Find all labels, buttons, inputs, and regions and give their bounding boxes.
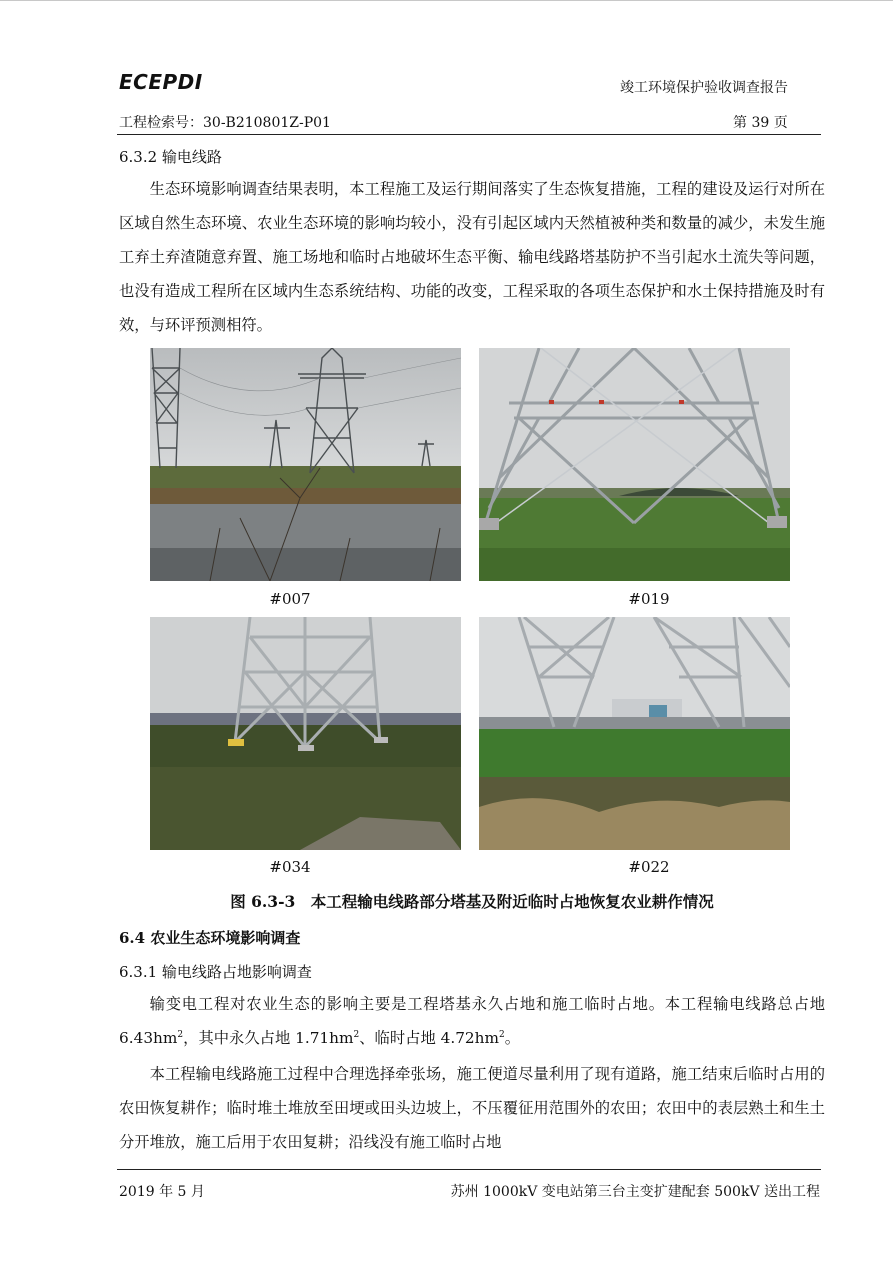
photo-tower-019	[479, 348, 790, 581]
footer-date: 2019 年 5 月	[119, 1184, 205, 1200]
photo-label-007: #007	[269, 590, 311, 608]
header-rule	[117, 134, 821, 135]
photo-tower-007	[150, 348, 461, 581]
footer-project-name: 苏州 1000kV 变电站第三台主变扩建配套 500kV 送出工程	[450, 1184, 820, 1200]
land-use-text-temporary: 、临时占地 4.72hm	[359, 1029, 500, 1047]
land-use-text-end: 。	[504, 1029, 521, 1047]
section-title-6-3-2: 6.3.2 输电线路	[119, 148, 222, 166]
photo-label-022: #022	[628, 858, 670, 876]
section-6-3-1-paragraph-2: 本工程输电线路施工过程中合理选择牵张场，施工便道尽量利用了现有道路，施工结束后临时占用的农田恢复耕作；临时堆土堆放至田埂或田头边坡上，不压覆征用范围外的农田；农田中的表层熟土和生土分开堆放，施工后用于农田复耕；沿线没有施工临时占地	[119, 1065, 825, 1151]
footer-rule	[117, 1169, 821, 1170]
photo-label-034: #034	[269, 858, 311, 876]
section-title-6-3-1: 6.3.1 输电线路占地影响调查	[119, 963, 312, 981]
section-6-3-1-paragraph-1	[119, 987, 825, 1055]
unit-superscript: 2	[353, 1029, 360, 1040]
land-use-text-total: 输变电工程对农业生态的影响主要是工程塔基永久占地和施工临时占地。本工程输电线路总占地 6.43hm	[119, 995, 825, 1047]
section-6-3-2-body: 生态环境影响调查结果表明，本工程施工及运行期间落实了生态恢复措施，工程的建设及运行对所在区域自然生态环境、农业生态环境的影响均较小，没有引起区域内天然植被种类和数量的减少，未发生施工弃土弃渣随意弃置、施工场地和临时占地破坏生态平衡、输电线路塔基防护不当引起水土流失等问题，也没有造成工程所在区域内生态系统结构、功能的改变，工程采取的各项生态保护和水土保持措施及时有效，与环评预测相符。	[119, 180, 825, 334]
photo-tower-034	[150, 617, 461, 850]
photo-label-019: #019	[628, 590, 670, 608]
page-top-edge	[0, 0, 893, 1]
land-use-text-permanent: ，其中永久占地 1.71hm	[183, 1029, 354, 1047]
photo-tower-022	[479, 617, 790, 850]
unit-superscript: 2	[177, 1029, 184, 1040]
figure-caption: 图 6.3-3 本工程输电线路部分塔基及附近临时占地恢复农业耕作情况	[230, 892, 714, 911]
section-title-6-4: 6.4 农业生态环境影响调查	[119, 929, 301, 947]
page-number: 第 39 页	[733, 115, 788, 131]
report-title: 竣工环境保护验收调查报告	[620, 80, 788, 96]
company-logo: ECEPDI	[119, 70, 203, 94]
project-index-number: 工程检索号：30-B210801Z-P01	[119, 115, 331, 131]
unit-superscript: 2	[499, 1029, 505, 1040]
